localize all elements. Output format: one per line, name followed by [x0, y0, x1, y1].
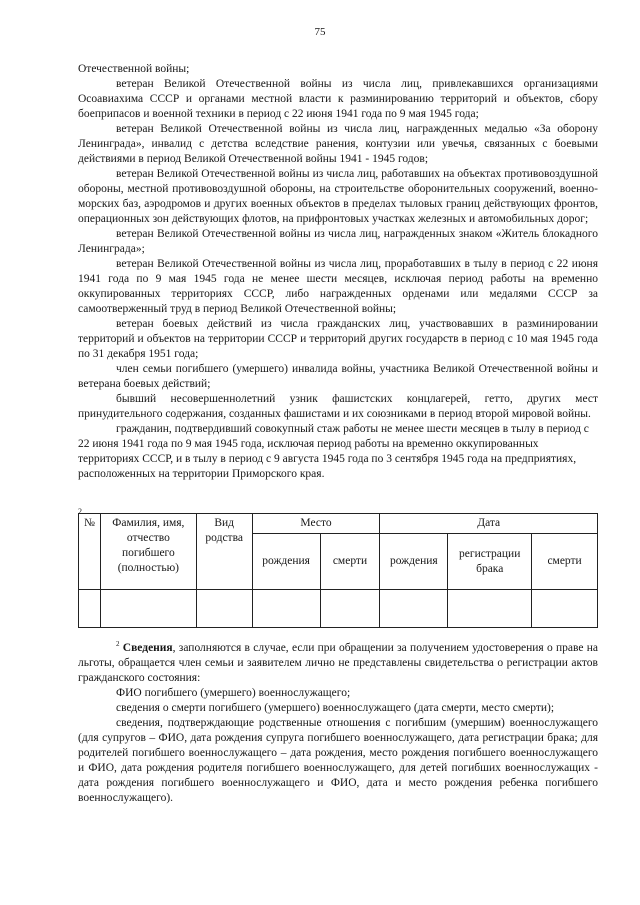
paragraph: ветеран Великой Отечественной войны из числа лиц, награжденных медалью «За оборону Ленинграда», инвалид с детства вследствие ранения, контузии или увечья, связанных с боевыми действиями в период Великой Отечественной войны 1941 - 1945 годов; — [78, 123, 598, 165]
paragraph: ветеран Великой Отечественной войны из числа лиц, проработавших в тылу в период с 22 июня 1941 года по 9 мая 1945 года не менее шести месяцев, исключая период работы на временно оккупированных территориях СССР, либо награжденных орденами или медалями СССР за самоотверженный труд в период Великой Отечественной войны; — [78, 258, 598, 315]
page-number: 75 — [314, 26, 326, 38]
footnote-marker: 2 — [116, 640, 120, 648]
footnote-item: ФИО погибшего (умершего) военнослужащего; — [116, 686, 351, 699]
paragraph: ветеран Великой Отечественной войны из числа лиц, награжденных знаком «Житель блокадного Ленинграда»; — [78, 228, 598, 255]
table-cell — [532, 590, 598, 628]
table-cell — [100, 590, 196, 628]
header-date-death: смерти — [532, 534, 598, 590]
header-place-group: Место — [252, 514, 380, 534]
header-place-birth: рождения — [252, 534, 320, 590]
header-date-marriage: регистрации брака — [448, 534, 532, 590]
paragraph: Отечественной войны; — [78, 63, 190, 75]
header-full-name: Фамилия, имя, отчество погибшего (полностью) — [100, 514, 196, 590]
table-cell — [252, 590, 320, 628]
table-cell — [320, 590, 380, 628]
table-header-row — [79, 514, 598, 534]
table-cell — [448, 590, 532, 628]
table-cell — [196, 590, 252, 628]
paragraph: гражданин, подтвердивший совокупный стаж работы не менее шести месяцев в тылу в период с 22 июня 1941 года по 9 мая 1945 года, исключая период работы на временно оккупированных территориях СССР, и в тылу в период с 9 августа 1945 года по 3 сентября 1945 года на предприятиях, расположенных на территории Приморского края. — [78, 423, 589, 480]
table-cell — [79, 590, 101, 628]
footnote-item: сведения, подтверждающие родственные отношения с погибшим (умершим) военнослужащего (для супругов – ФИО, дата рождения супруга погибшего военнослужащего, дата регистрации брака; для родителей погибшего военнослужащего – дата рождения, место рождения погибшего военнослужащего и ФИО, дата рождения родителя погибшего военнослужащего, для детей погибших военнослужащих - дата рождения погибшего военнослужащего и ФИО, дата и место рождения ребенка погибшего военнослужащего). — [78, 716, 598, 804]
header-kinship: Вид родства — [196, 514, 252, 590]
deceased-info-table — [78, 513, 598, 628]
table-footnote-marker: 2 — [78, 507, 82, 516]
header-place-death: смерти — [320, 534, 380, 590]
footnote-item: сведения о смерти погибшего (умершего) военнослужащего (дата смерти, место смерти); — [116, 701, 555, 714]
header-number: № — [79, 514, 101, 590]
paragraph: бывший несовершеннолетний узник фашистских концлагерей, гетто, других мест принудительного содержания, созданных фашистами и их союзниками в период второй мировой войны. — [78, 393, 598, 420]
header-date-birth: рождения — [380, 534, 448, 590]
footnote-divider — [78, 627, 598, 628]
paragraph: ветеран Великой Отечественной войны из числа лиц, привлекавшихся организациями Осоавиахима СССР и органами местной власти к разминированию территорий и объектов, сбору боеприпасов и военной техники в период с 22 июня 1941 года по 9 мая 1945 года; — [78, 78, 598, 120]
footnote — [78, 637, 598, 806]
paragraph: ветеран Великой Отечественной войны из числа лиц, работавших на объектах противовоздушной обороны, местной противовоздушной обороны, на строительстве оборонительных сооружений, военно-морских баз, аэродромов и других военных объектов в пределах тыловых границ действующих фронтов, операционных зон действующих флотов, на прифронтовых участках железных и автомобильных дорог; — [78, 168, 598, 225]
paragraph: ветеран боевых действий из числа гражданских лиц, участвовавших в разминировании территорий и объектов на территории СССР и территорий других государств в период с 10 мая 1945 года по 31 декабря 1951 года; — [78, 318, 598, 360]
table-cell — [380, 590, 448, 628]
footnote-lead-rest: , заполняются в случае, если при обращении за получением удостоверения о праве на льготы, обращается член семьи и заявителем лично не представлены свидетельства о регистрации актов гражданского состояния: — [78, 641, 599, 684]
footnote-lead — [78, 637, 598, 686]
main-text — [78, 62, 598, 482]
table-row — [79, 590, 598, 628]
footnote-lead-bold: Сведения — [122, 641, 173, 654]
paragraph: член семьи погибшего (умершего) инвалида войны, участника Великой Отечественной войны и ветерана боевых действий; — [78, 363, 598, 390]
header-date-group: Дата — [380, 514, 598, 534]
